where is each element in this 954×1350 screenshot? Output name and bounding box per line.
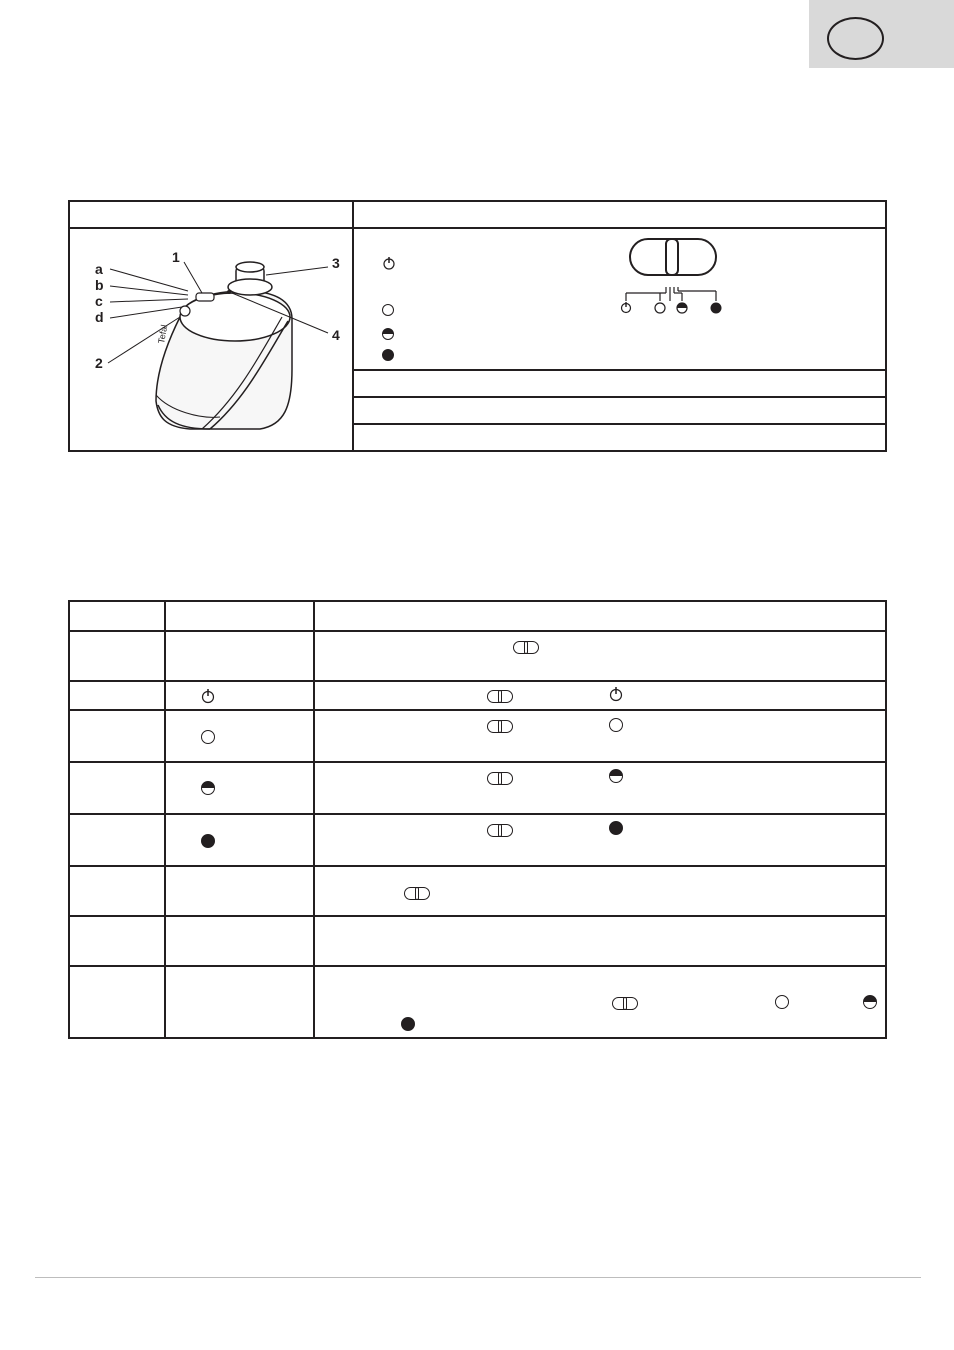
circle-empty-icon — [201, 730, 215, 744]
component-row-c — [353, 424, 886, 451]
power-off-icon — [382, 256, 396, 270]
callout-b: b — [95, 277, 104, 293]
circle-full-icon — [609, 821, 623, 835]
switch-diagram — [616, 237, 736, 317]
callout-d: d — [95, 309, 104, 325]
device-logo: Tefal — [156, 323, 170, 345]
mode-table-header-1 — [69, 601, 165, 631]
table-row — [69, 762, 886, 814]
power-off-icon — [201, 688, 215, 704]
switch-button-icon — [404, 887, 430, 900]
callout-2: 2 — [95, 355, 103, 371]
appliance-diagram-cell — [69, 228, 353, 451]
circle-half-icon — [609, 769, 623, 783]
appliance-diagram — [70, 229, 352, 451]
mode-table — [68, 600, 887, 1039]
circle-empty-icon — [382, 304, 394, 316]
circle-empty-icon — [775, 995, 789, 1009]
switch-button-icon — [487, 720, 513, 733]
switch-button-icon — [513, 641, 539, 654]
circle-full-icon — [401, 1017, 415, 1031]
circle-full-icon — [382, 349, 394, 361]
switch-button-icon — [612, 997, 638, 1010]
circle-half-icon — [201, 781, 215, 795]
table-row — [69, 966, 886, 1038]
switch-button-icon — [487, 824, 513, 837]
circle-empty-icon — [609, 718, 623, 732]
power-off-icon — [609, 686, 623, 702]
circle-full-icon — [201, 834, 215, 848]
component-row-a — [353, 370, 886, 397]
table-row — [69, 866, 886, 916]
component-table — [68, 200, 887, 452]
table-row — [69, 710, 886, 762]
table-row — [69, 681, 886, 710]
switch-button-icon — [487, 772, 513, 785]
table-row — [69, 916, 886, 966]
callout-3: 3 — [332, 255, 340, 271]
callout-c: c — [95, 293, 103, 309]
mode-table-header-2 — [165, 601, 314, 631]
language-badge — [827, 17, 884, 60]
table-row — [69, 814, 886, 866]
component-table-header-right — [353, 201, 886, 228]
switch-settings-cell — [353, 228, 886, 370]
callout-4: 4 — [332, 327, 340, 343]
footer-divider — [35, 1277, 921, 1278]
component-table-header-left — [69, 201, 353, 228]
callout-a: a — [95, 261, 103, 277]
circle-half-icon — [863, 995, 877, 1009]
language-tab — [809, 0, 954, 68]
component-row-b — [353, 397, 886, 424]
callout-1: 1 — [172, 249, 180, 265]
switch-button-icon — [487, 690, 513, 703]
table-row — [69, 631, 886, 681]
mode-table-header-3 — [314, 601, 886, 631]
circle-half-icon — [382, 328, 394, 340]
